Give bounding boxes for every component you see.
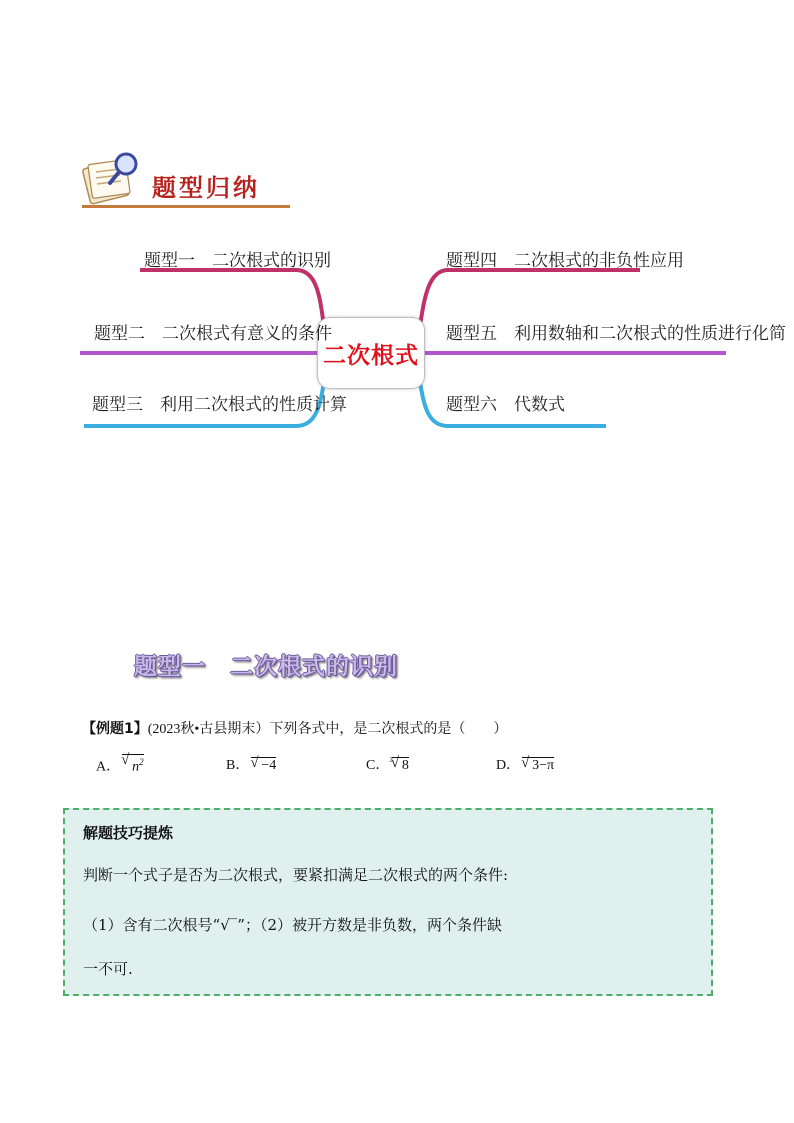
example-source: (2023秋•古县期末）	[147, 722, 270, 737]
tip-title: 解题技巧提炼	[83, 824, 174, 842]
connector-right-1	[420, 270, 640, 326]
tip-line-3: 一不可.	[83, 960, 133, 978]
tip-box	[63, 808, 713, 996]
center-label: 二次根式	[323, 342, 419, 369]
header-title: 题型归纳	[152, 173, 260, 202]
section-title: 题型一 二次根式的识别	[134, 654, 398, 680]
sqrt-expression: √ $n^2$	[122, 754, 144, 775]
connector-left-1	[140, 270, 324, 326]
example-text: 下列各式中，是二次根式的是（ ）	[269, 722, 508, 737]
option-c: C．$^3$√ 8	[366, 754, 409, 774]
branch-label-4: 题型四 二次根式的非负性应用	[446, 251, 684, 270]
section-header	[82, 146, 292, 208]
branch-label-6: 题型六 代数式	[446, 395, 565, 414]
mind-map	[0, 230, 794, 440]
notepad-magnifier-icon	[82, 150, 144, 206]
example-label: 【例题1】	[82, 721, 148, 737]
sqrt-expression: √ 3−π	[522, 757, 554, 773]
mind-map-center	[318, 318, 424, 388]
option-a: A．√ $n^2$	[96, 754, 144, 776]
branch-label-2: 题型二 二次根式有意义的条件	[94, 324, 332, 343]
header-underline	[82, 205, 290, 208]
option-b: B．√ −4	[226, 754, 276, 774]
tip-line-2: （1）含有二次根号“√‾”；（2）被开方数是非负数，两个条件缺	[83, 916, 502, 934]
cube-root-expression: $^3$√ 8	[389, 758, 409, 773]
option-d: D．√ 3−π	[496, 754, 554, 774]
branch-label-3: 题型三 利用二次根式的性质计算	[92, 395, 347, 414]
example-question	[82, 718, 507, 738]
branch-label-1: 题型一 二次根式的识别	[144, 251, 331, 270]
tip-line-1: 判断一个式子是否为二次根式，要紧扣满足二次根式的两个条件:	[83, 866, 509, 884]
sqrt-expression: √ −4	[251, 757, 276, 773]
branch-label-5: 题型五 利用数轴和二次根式的性质进行化简	[446, 324, 786, 343]
